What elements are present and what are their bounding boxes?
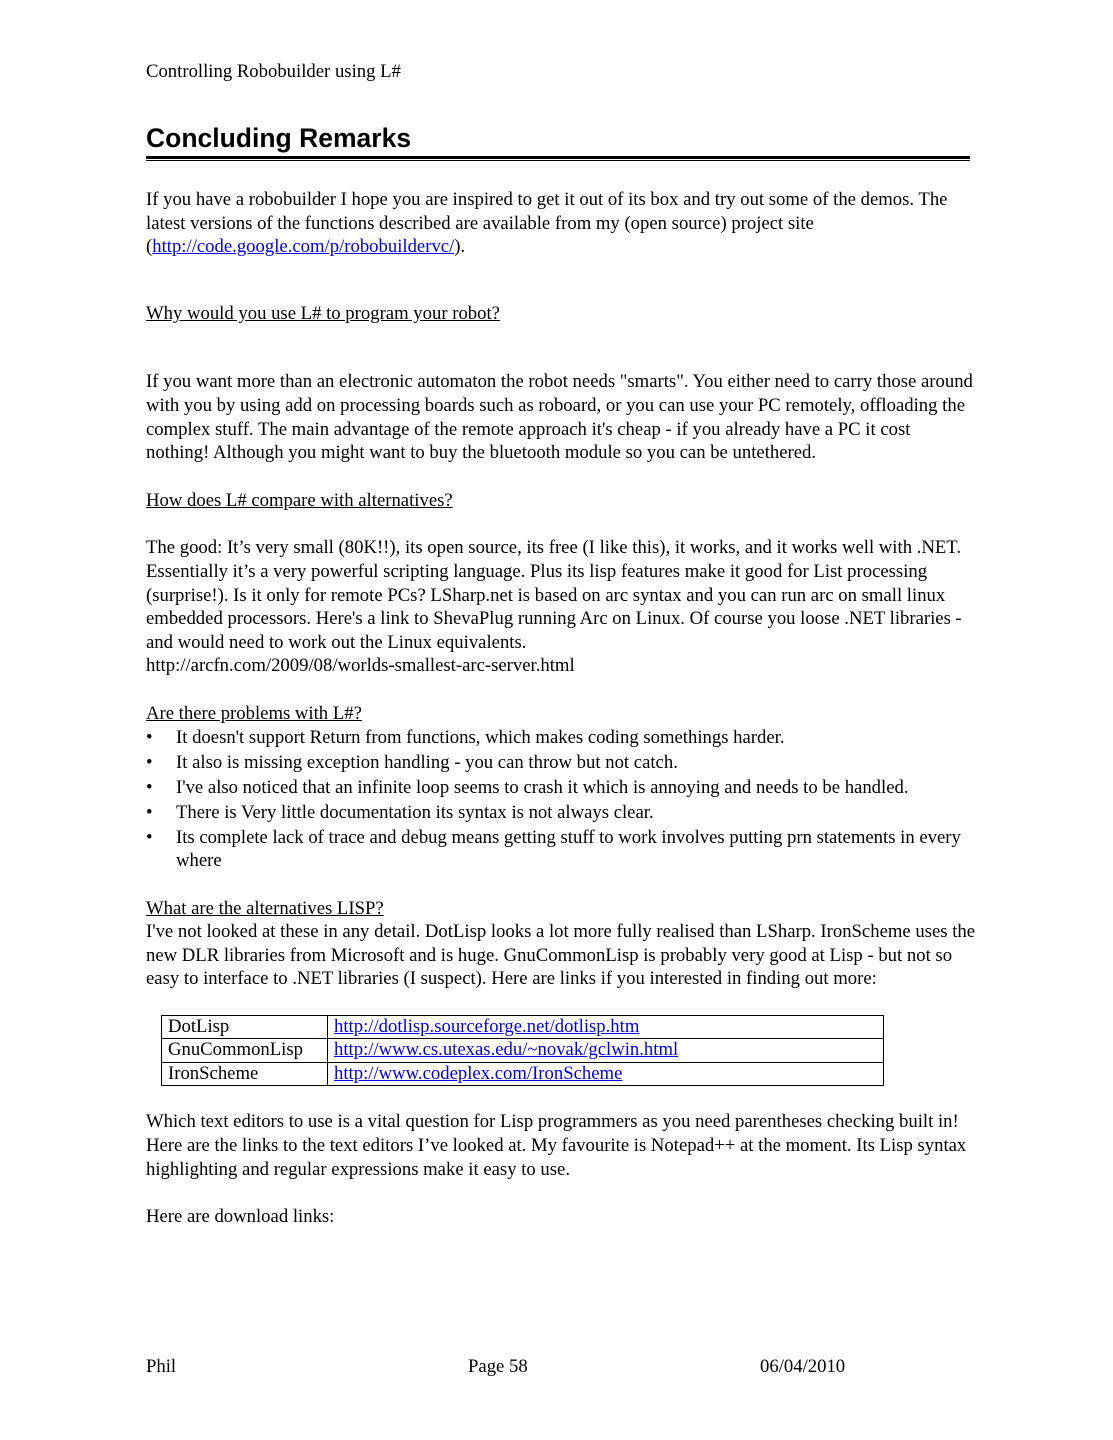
download-links-intro: Here are download links: <box>146 1206 335 1228</box>
dotlisp-link[interactable]: http://dotlisp.sourceforge.net/dotlisp.htm <box>334 1015 640 1037</box>
bullet-icon: • <box>146 801 153 823</box>
lisp-url-cell <box>328 1062 884 1086</box>
subheading-problems: Are there problems with L#? <box>146 702 362 724</box>
list-item: • It also is missing exception handling - you can throw but not catch. <box>146 751 678 773</box>
bullet-icon: • <box>146 776 153 798</box>
subheading-compare: How does L# compare with alternatives? <box>146 489 453 511</box>
problems-list <box>146 726 976 874</box>
subheading-alternatives: What are the alternatives LISP? <box>146 897 384 919</box>
section-heading-block <box>146 121 970 161</box>
table-row <box>162 1062 884 1086</box>
arc-server-url: http://arcfn.com/2009/08/worlds-smallest-arc-server.html <box>146 655 575 677</box>
list-item: • Its complete lack of trace and debug means getting stuff to work involves putting prn statements in every where <box>146 826 961 872</box>
alternatives-paragraph: I've not looked at these in any detail. DotLisp looks a lot more fully realised than LSharp. IronScheme uses the new DLR libraries from Microsoft and is huge. GnuCommonLisp is probably very good at Lisp - but not so easy to interface to .NET libraries (I suspect). Here are links if you interested in finding out more: <box>146 921 976 990</box>
footer-date: 06/04/2010 <box>760 1356 846 1377</box>
table-row <box>162 1039 884 1063</box>
footer-author: Phil <box>146 1356 177 1377</box>
list-item: • It doesn't support Return from functions, which makes coding somethings harder. <box>146 726 785 748</box>
why-paragraph: If you want more than an electronic automaton the robot needs "smarts". You either need to carry those around with you by using add on processing boards such as roboard, or you can use your PC remotely, offloading the complex stuff. The main advantage of the remote approach it's cheap - if you already have a PC it cost nothing! Although you might want to buy the bluetooth module so you can be untethered. <box>146 371 973 464</box>
editors-paragraph: Which text editors to use is a vital question for Lisp programmers as you need parentheses checking built in! Here are the links to the text editors I’ve looked at. My favourite is Notepad++ at the moment. Its Lisp syntax highlighting and regular expressions make it easy to use. <box>146 1111 967 1180</box>
section-title: Concluding Remarks <box>146 123 412 153</box>
page-body <box>146 188 976 1229</box>
lisp-links-table <box>161 1015 884 1087</box>
project-site-link[interactable]: http://code.google.com/p/robobuildervc/ <box>152 236 455 258</box>
list-item: • There is Very little documentation its syntax is not always clear. <box>146 801 654 823</box>
lisp-name: GnuCommonLisp <box>162 1039 328 1063</box>
lisp-name: DotLisp <box>162 1015 328 1039</box>
subheading-why: Why would you use L# to program your robot? <box>146 302 500 324</box>
lisp-name: IronScheme <box>162 1062 328 1086</box>
compare-paragraph: The good: It’s very small (80K!!), its open source, its free (I like this), it works, and it works well with .NET. Essentially it’s a very powerful scripting language. Plus its lisp features make it good for List processing (surprise!). Is it only for remote PCs? LSharp.net is based on arc syntax and you can run arc on small linux embedded processors. Here's a link to ShevaPlug running Arc on Linux. Of course you loose .NET libraries - and would need to work out the Linux equivalents. <box>146 537 962 653</box>
lisp-url-cell <box>328 1015 884 1039</box>
footer-page-number: Page 58 <box>468 1356 528 1377</box>
ironscheme-link[interactable]: http://www.codeplex.com/IronScheme <box>334 1062 623 1084</box>
heading-double-rule <box>146 156 970 161</box>
list-item: • I've also noticed that an infinite loop seems to crash it which is annoying and needs to be handled. <box>146 776 909 798</box>
lisp-url-cell <box>328 1039 884 1063</box>
intro-text: If you have a robobuilder I hope you are inspired to get it out of its box and try out some of the demos. The latest versions of the functions described are available from my (open source) project site ( <box>146 189 948 258</box>
gnucommonlisp-link[interactable]: http://www.cs.utexas.edu/~novak/gclwin.html <box>334 1039 679 1061</box>
intro-text-end: ). <box>454 236 466 258</box>
bullet-icon: • <box>146 826 153 848</box>
running-header: Controlling Robobuilder using L# <box>146 61 401 82</box>
bullet-icon: • <box>146 751 153 773</box>
bullet-icon: • <box>146 726 153 748</box>
intro-paragraph <box>146 188 976 259</box>
table-row <box>162 1015 884 1039</box>
